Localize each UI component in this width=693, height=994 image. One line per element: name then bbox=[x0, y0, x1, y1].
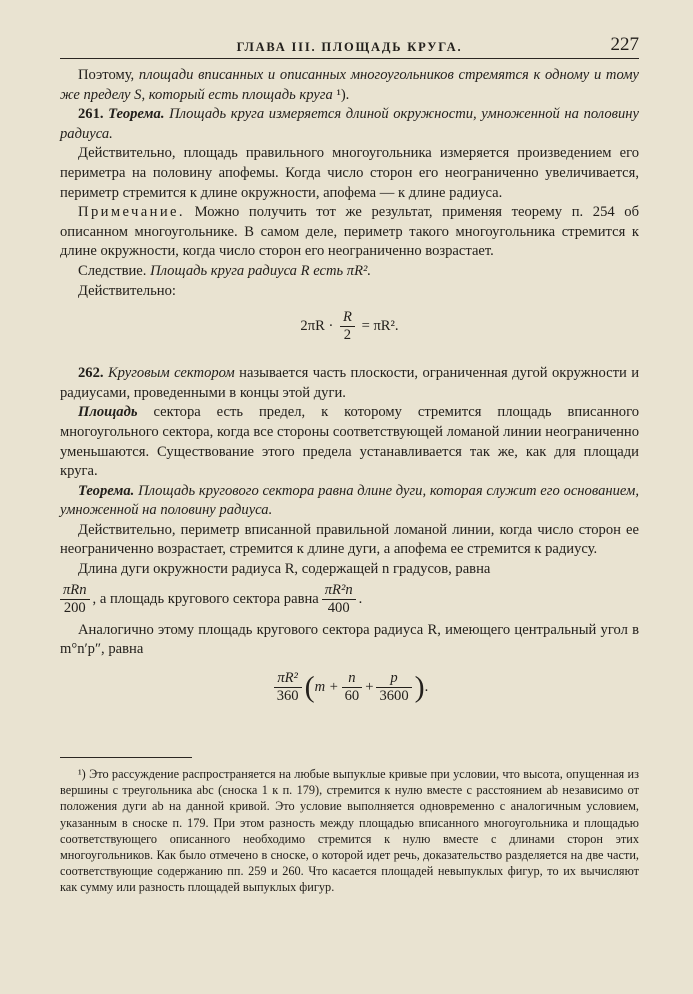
denominator: 200 bbox=[63, 599, 86, 616]
section-261-corollary bbox=[60, 262, 639, 282]
footnote-ref: ¹). bbox=[332, 86, 350, 103]
running-title: ГЛАВА III. ПЛОЩАДЬ КРУГА. bbox=[236, 40, 463, 54]
fraction bbox=[340, 309, 355, 344]
fraction bbox=[376, 670, 411, 705]
page-header bbox=[60, 34, 639, 59]
numerator: R bbox=[340, 309, 355, 327]
equation-sector-area bbox=[60, 670, 639, 705]
arc-text: Длина дуги окружности радиуса R, содержащей n градусов, равна bbox=[78, 561, 491, 578]
plus-sign: + bbox=[365, 678, 374, 695]
defined-term: Круговым сектором bbox=[107, 365, 235, 382]
fraction-arc-length bbox=[60, 582, 90, 617]
eq-right: = πR². bbox=[361, 317, 399, 334]
denominator: 360 bbox=[276, 687, 299, 704]
section-261-theorem bbox=[60, 105, 639, 144]
eq-dot: . bbox=[424, 678, 429, 695]
denominator: 3600 bbox=[379, 687, 409, 704]
section-number: 261. bbox=[78, 106, 104, 123]
corollary-label: Следствие. bbox=[78, 262, 151, 279]
section-262-proof: Действительно, периметр вписанной правильной ломаной линии, когда число сторон ее неограниченно возрастает, стремится к длине дуги, а апофема ее стремится к радиусу. bbox=[60, 521, 639, 558]
section-262-area bbox=[60, 403, 639, 481]
left-paren: ( bbox=[304, 670, 315, 704]
page-body bbox=[60, 66, 639, 711]
numerator: n bbox=[342, 670, 363, 688]
numerator: πR²n bbox=[322, 582, 356, 600]
paragraph-conclusion bbox=[60, 66, 639, 105]
denominator: 400 bbox=[327, 599, 350, 616]
footnote: ¹) Это рассуждение распространяется на любые выпуклые кривые при условии, что высота, опущенная из вершины c треугольника abc (сноска 1 к п. 179), стремится к нулю вместе с расстоянием ab независимо от положения дуги ab на данной кривой. Это условие выполняется одновременно с аналогичным условием, указанным в сноске п. 179. При этом разность между площадью вписанного многоугольника и площадью соответствующего описанного необходимо стремится к нулю вместе с длинами сторон этих многоугольников. Как было отмечено в сноске, о которой идет речь, доказательство разделяется на две части, соответствующие содержанию пп. 259 и 260. Что касается площадей невыпуклых фигур, то их вычисляют как сумму или разность площадей выпуклых фигур. bbox=[60, 767, 639, 895]
term-m: m + bbox=[314, 678, 339, 695]
definition-text: называется часть плоскости, ограниченная дугой окружности и радиусами, проведенными в концы этой дуги. bbox=[60, 365, 640, 401]
section-261-indeed: Действительно: bbox=[78, 282, 176, 299]
eq-left: 2πR · bbox=[300, 317, 334, 334]
numerator: πRn bbox=[60, 582, 90, 600]
theorem-label: Теорема. bbox=[78, 482, 135, 499]
fraction bbox=[274, 670, 302, 705]
section-number: 262. bbox=[78, 365, 104, 382]
page-number: 227 bbox=[610, 34, 639, 55]
fraction bbox=[342, 670, 363, 705]
arc-formulas bbox=[60, 582, 639, 617]
section-261-proof: Действительно, площадь правильного многоугольника измеряется произведением его периметра на половину апофемы. Когда число сторон его неограниченно увеличивается, периметр стремится к длине окружности, апофема — к длине радиуса. bbox=[60, 145, 639, 201]
numerator: πR² bbox=[274, 670, 302, 688]
defined-term: Площадь bbox=[78, 404, 138, 421]
note-text: Можно получить тот же результат, применяя теорему п. 254 об описанном многоугольнике. В самом деле, периметр такого многоугольника стремится к длине окружности, когда число сторон его неограниченно возрастает. bbox=[60, 204, 639, 260]
section-262-analog: Аналогично этому площадь кругового сектора радиуса R, имеющего центральный угол в m°n′p″, равна bbox=[60, 621, 639, 658]
equation-circle-area bbox=[60, 309, 639, 344]
paragraph-text: Поэтому, bbox=[78, 67, 139, 83]
right-paren: ) bbox=[414, 670, 425, 704]
theorem-text: Площадь круга измеряется длиной окружности, умноженной на половину радиуса. bbox=[60, 106, 639, 142]
section-262-theorem bbox=[60, 482, 639, 521]
corollary-text: Площадь круга радиуса R есть πR². bbox=[150, 262, 372, 279]
arc-mid-text: , а площадь кругового сектора равна bbox=[92, 590, 319, 607]
numerator: p bbox=[376, 670, 411, 688]
arc-end: . bbox=[358, 590, 363, 607]
emphasis-text: площади вписанных и описанных многоугольников стремятся к одному и тому же пределу S, который есть площадь круга bbox=[60, 67, 639, 103]
theorem-label: Теорема. bbox=[108, 106, 165, 123]
denominator: 2 bbox=[343, 327, 352, 344]
section-262-arc-length bbox=[60, 560, 639, 580]
note-label: Примечание. bbox=[78, 204, 185, 221]
area-text: сектора есть предел, к которому стремится площадь вписанного многоугольного сектора, когда все стороны соответствующей ломаной линии неограниченно уменьшаются. Существование этого предела устанавливается так же, как для площади круга. bbox=[60, 404, 639, 480]
denominator: 60 bbox=[344, 687, 360, 704]
theorem-text: Площадь кругового сектора равна длине дуги, которая служит его основанием, умноженной на половину радиуса. bbox=[60, 482, 639, 519]
section-261-note bbox=[60, 203, 639, 262]
footnote-rule bbox=[60, 757, 192, 758]
fraction-sector-area bbox=[322, 582, 356, 617]
section-262-definition bbox=[60, 364, 639, 403]
